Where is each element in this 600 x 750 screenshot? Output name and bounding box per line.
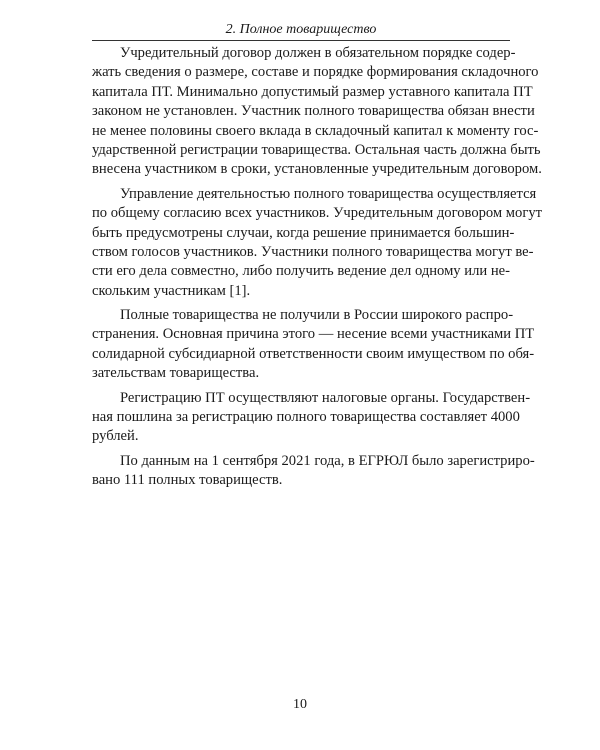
paragraph-prevalence [92,306,535,384]
text-line: Регистрацию ПТ осуществляют налоговые органы. Государствен- [120,389,531,406]
text-line: вано 111 полных товариществ. [92,472,283,489]
header-rule [92,40,510,41]
text-line: сти его дела совместно, либо получить ведение дел одному или не- [92,263,510,280]
text-line: солидарной субсидиарной ответственности своим имуществом по обя- [92,345,535,362]
text-line: скольким участникам [1]. [92,282,251,299]
text-line: Управление деятельностью полного товарищества осуществляется [120,185,537,202]
text-line: быть предусмотрены случаи, когда решение принимается большин- [92,224,515,241]
text-line: законом не установлен. Участник полного товарищества обязан внести [92,103,535,120]
text-line: ная пошлина за регистрацию полного товарищества составляет 4000 [92,409,520,426]
body-text [92,44,543,491]
paragraph-registration [92,389,531,447]
text-line: капитала ПТ. Минимально допустимый размер уставного капитала ПТ [92,83,533,100]
text-line: жать сведения о размере, составе и порядке формирования складочного [92,64,539,81]
paragraph-founding-agreement [92,44,542,180]
text-line: не менее половины своего вклада в складочный капитал к моменту гос- [92,122,539,139]
text-line: ударственной регистрации товарищества. Остальная часть должна быть [92,141,541,158]
text-line: ством голосов участников. Участники полного товарищества могут ве- [92,243,534,260]
text-line: Учредительный договор должен в обязательном порядке содер- [120,45,516,61]
paragraph-management [92,185,543,301]
text-line: рублей. [92,428,139,445]
text-line: по общему согласию всех участников. Учредительным договором могут [92,205,543,222]
running-title: 2. Полное товарищество [225,22,377,37]
paragraph-statistics [92,452,535,491]
text-line: Полные товарищества не получили в России широкого распро- [120,307,514,324]
text-line: внесена участником в сроки, установленные учредительным договором. [92,161,542,178]
text-line: По данным на 1 сентября 2021 года, в ЕГРЮЛ было зарегистриро- [120,452,535,469]
text-line: зательствам товарищества. [92,365,260,382]
text-line: странения. Основная причина этого — несение всеми участниками ПТ [92,326,535,343]
page-number: 10 [293,697,307,712]
